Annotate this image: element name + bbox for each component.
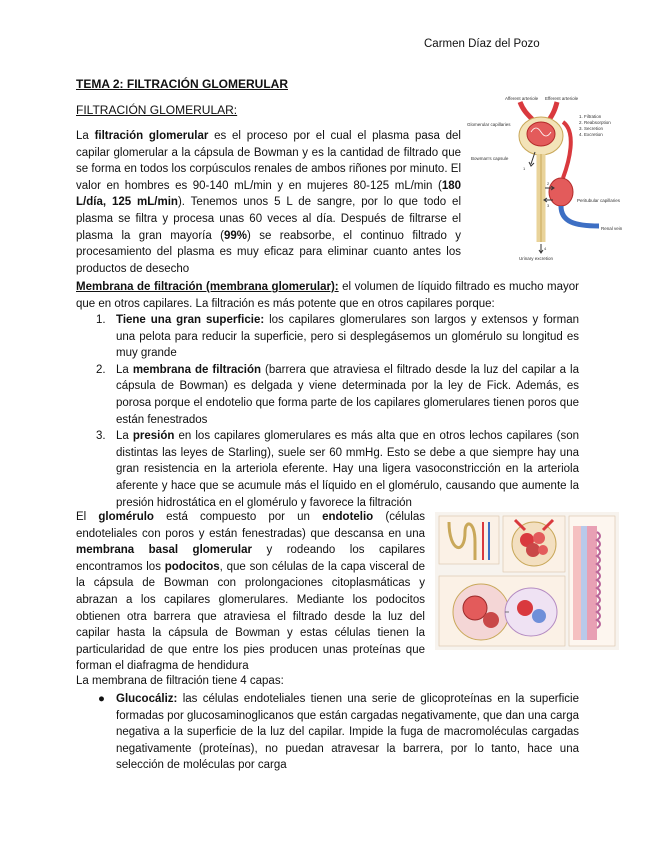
list-item: 2. La membrana de filtración (barrera que atraviesa el filtrado desde la luz del capilar a la cápsula de Bowman) es delgada y viene determinada por la ley de Fick. Además, es porosa porque el endotelio que forma parte de los capilares glomerulares tienen poros que están fenestrados	[96, 363, 579, 426]
label-urinary: Urinary excretion	[519, 256, 554, 261]
author-name: Carmen Díaz del Pozo	[424, 38, 540, 50]
label-peritub: Peritubular capillaries	[577, 198, 621, 203]
section-subtitle: FILTRACIÓN GLOMERULAR:	[76, 103, 238, 117]
efferent-arteriole	[549, 102, 557, 120]
doc-title: TEMA 2: FILTRACIÓN GLOMERULAR	[76, 77, 288, 91]
label-glomcap: Glomerular capillaries	[467, 122, 511, 127]
legend-3: 3. Secretion	[579, 126, 604, 131]
list-item: 3. La presión en los capilares glomerulares es más alta que en otros lechos capilares (son distintas las leyes de Starling), suele ser 60 mmHg. Esto se debe a que siempre hay una gran resistencia en la arteriola eferente. Hay una ligera vasoconstricción en la arteriola aferente y hace que se acumule más el líquido en el glomérulo, causando que aumente la presión hidrostática en el glomérulo y favorece la filtración	[96, 430, 579, 509]
layers-intro: La membrana de filtración tiene 4 capas:	[76, 675, 284, 687]
peritubular-capillaries	[549, 178, 573, 206]
paragraph-membrane: Membrana de filtración (membrana glomerular): el volumen de líquido filtrado es mucho mayor que en otros capilares. La filtración es más potente que en otros capilares porque:	[76, 281, 579, 310]
label-renalvein: Renal vein	[601, 226, 623, 231]
svg-text:4: 4	[544, 246, 547, 251]
svg-text:2: 2	[547, 181, 550, 186]
membrane-layers-list	[76, 691, 579, 774]
legend-4: 4. Excretion	[579, 132, 603, 137]
legend-2: 2. Reabsorption	[579, 120, 611, 125]
afferent-arteriole	[520, 102, 533, 120]
label-bowman: Bowman's capsule	[471, 156, 509, 161]
paragraph-glomerulus: El glomérulo está compuesto por un endotelio (células endoteliales con poros y están fenestradas) que descansa en una membrana basal glomerular y rodeando los capilares encontramos los podocitos, que son células de la capa visceral de la cápsula de Bowman con prolongaciones citoplasmáticas y abrazan a los capilares glomerulares. Mediante los podocitos obtienen otra barrera que atraviesa el filtrado desde la luz del capilar hasta la cápsula de Bowman y estas células tienen la particularidad de que entre los pies producen unas proteínas que forman el diafragma de hendidura	[76, 511, 425, 673]
svg-text:3: 3	[547, 203, 550, 208]
paragraph-filtration: La filtración glomerular es el proceso por el cual el plasma pasa del capilar glomerular a la cápsula de Bowman y es la cantidad de filtrado que se forma en todos los corpúsculos renales de ambos riñones por minuto. El valor en hombres es 90-140 mL/min y en mujeres 80-125 mL/min (180 L/día, 125 mL/min). Tenemos unos 5 L de sangre, por lo que todo el plasma se filtra y procesa unas 60 veces al día. Después de filtrarse el plasma la gran mayoría (99%) se reabsorbe, el continuo filtrado y procesamiento del plasma es muy eficaz para eliminar cuanto antes los productos de desecho	[76, 130, 461, 275]
label-afferent: Afferent arteriole	[505, 96, 539, 101]
legend-1: 1. Filtration	[579, 114, 602, 119]
list-item: 1. Tiene una gran superficie: los capilares glomerulares son largos y extensos y forman una pelota para reducir la superficie, pero si desplegásemos un glomérulo su longitud es muy grande	[96, 314, 579, 360]
glomerulus	[527, 122, 555, 146]
label-efferent: Efferent arteriole	[545, 96, 579, 101]
glomerulus-diagram	[435, 512, 619, 650]
list-item: ● Glucocáliz: las células endoteliales tienen una serie de glicoproteínas en la superficie formadas por glucosaminoglicanos que están cargadas negativamente, que dan una carga negativa a la superficie de la luz del capilar. Impide la fuga de macromoléculas cargadas negativamente (proteínas), no puedan atravesar la barrera, por lo tanto, hace una selección de moléculas por carga	[98, 693, 579, 772]
renal-vein	[561, 206, 599, 226]
svg-text:1: 1	[523, 166, 526, 171]
nephron-diagram	[465, 92, 625, 264]
filtration-reasons-list	[76, 312, 579, 511]
